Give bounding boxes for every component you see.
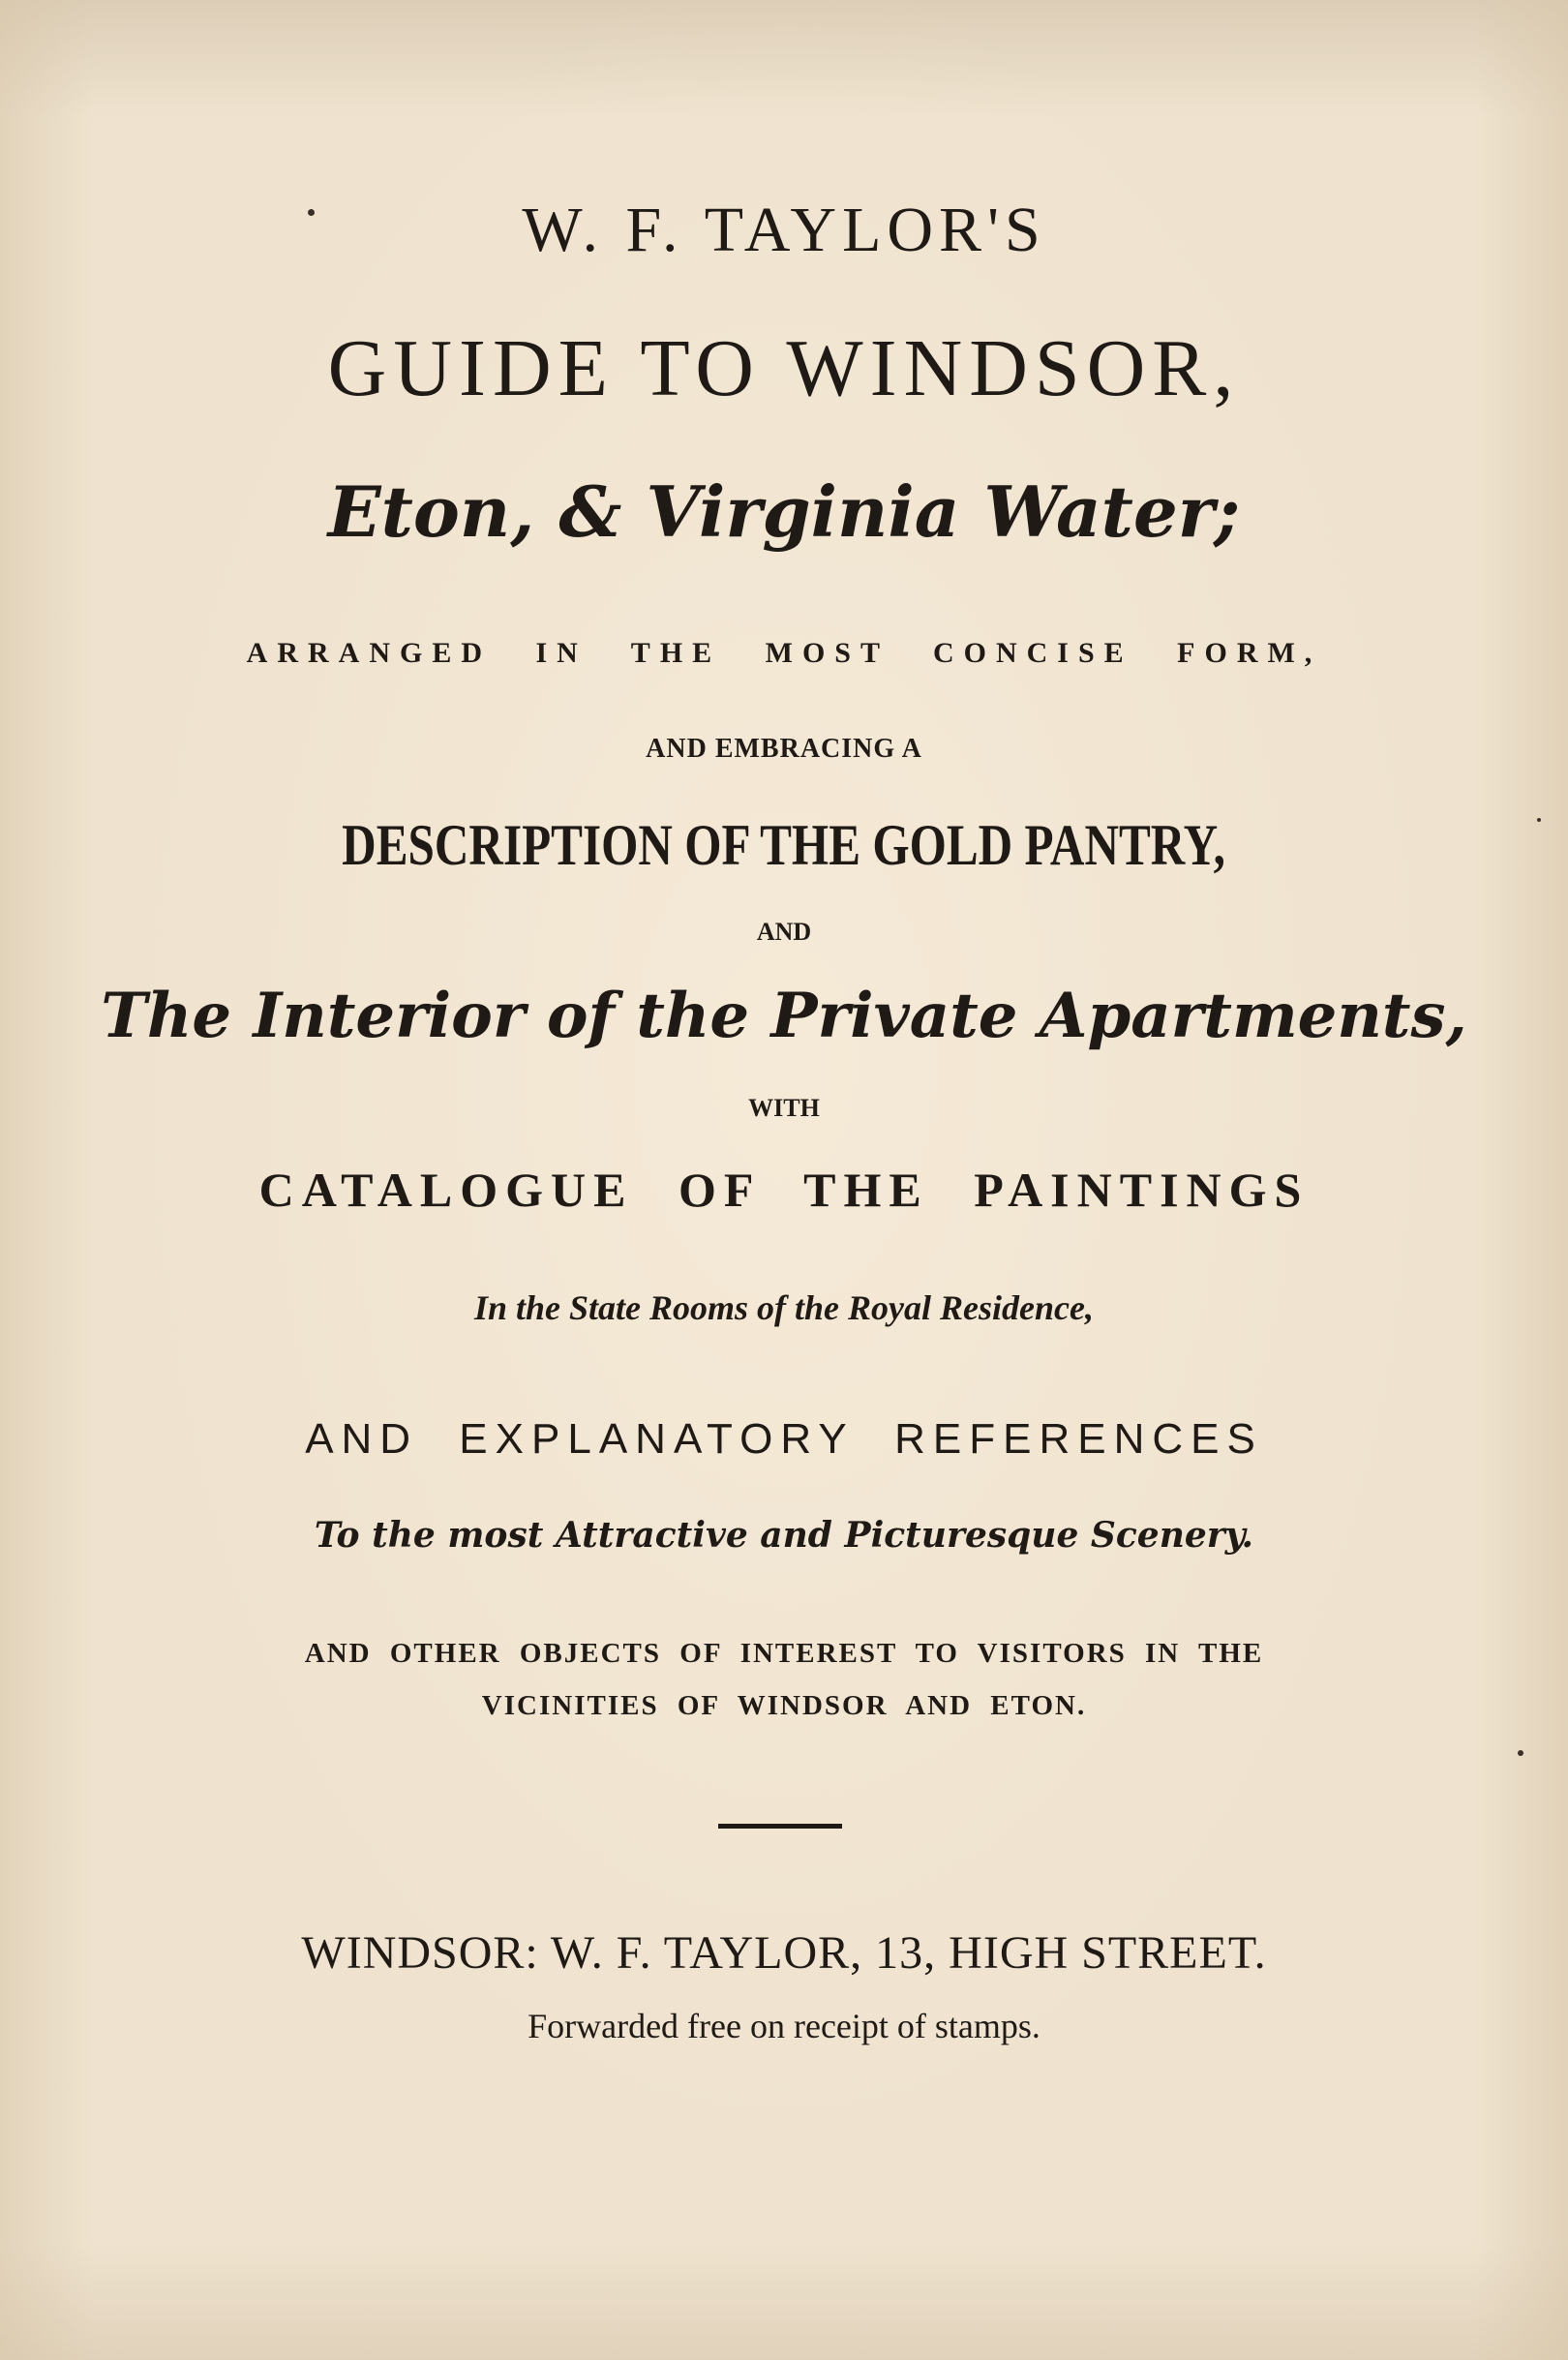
ink-speck [1518, 1750, 1523, 1756]
state-rooms-line: In the State Rooms of the Royal Residence, [473, 1288, 1094, 1327]
embracing-line: AND EMBRACING A [646, 734, 922, 764]
scenery-line: To the most Attractive and Picturesque Scenery. [314, 1515, 1254, 1556]
imprint-note: Forwarded free on receipt of stamps. [528, 2007, 1040, 2045]
publisher-imprint: WINDSOR: W. F. TAYLOR, 13, HIGH STREET. [301, 1927, 1267, 1979]
book-subtitle: Eton, & Virginia Water; [327, 470, 1241, 553]
book-title: GUIDE TO WINDSOR, [327, 323, 1241, 413]
with-line: WITH [748, 1094, 820, 1122]
catalogue-line: CATALOGUE OF THE PAINTINGS [258, 1163, 1310, 1217]
interior-line: The Interior of the Private Apartments, [101, 980, 1467, 1052]
ink-speck [1537, 818, 1541, 822]
author-line: W. F. TAYLOR'S [522, 195, 1046, 265]
other-objects-line-1: AND OTHER OBJECTS OF INTEREST TO VISITORS IN THE [304, 1638, 1264, 1669]
divider-rule [718, 1824, 842, 1829]
explanatory-line: AND EXPLANATORY REFERENCES [305, 1415, 1263, 1463]
arranged-line: ARRANGED IN THE MOST CONCISE FORM, [246, 637, 1322, 669]
ink-speck [308, 209, 315, 216]
and-line: AND [756, 918, 812, 946]
other-objects-line-2: VICINITIES OF WINDSOR AND ETON. [481, 1690, 1087, 1721]
description-line: DESCRIPTION OF THE GOLD PANTRY, [342, 813, 1226, 877]
